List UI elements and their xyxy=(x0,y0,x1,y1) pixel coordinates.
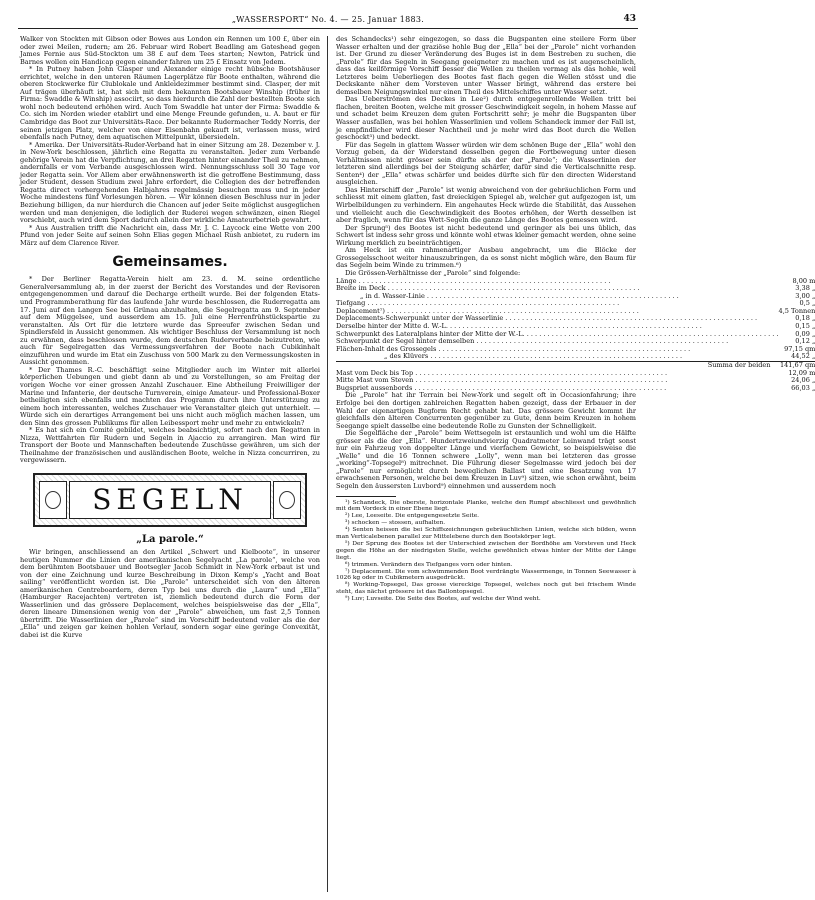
column-divider xyxy=(327,36,328,892)
footnote: ⁸) Working-Topsegel, Das grosse viereckige Topsegel, welches noch gut bei frischem Winde steht, das nächst grössere ist das Ballontopsegel. xyxy=(336,582,636,596)
table-row: Schwerpunkt des Lateralplans hinter der Mitte der W.-L. . . . 0,09 „ xyxy=(336,331,815,339)
paragraph-ueberstroemen: Das Ueberströmen des Deckes in Lee²) durch entgegenrollende Wellen tritt bei flachen, breiten Booten, welche mit grosser Geschwindigkeit segeln, in hohem Masse auf und schadet beim Kreuzen dem guten Fortschritt sehr; je mehr die Bugspanten über Wasser ausfallen, was bei hohlen Wasserlinien und vollem Schandeck immer der Fall ist, je empfindlicher wird dieser Nachtheil und je mehr wird das Boot durch die Wellen geschockt³) und bedeckt. xyxy=(336,95,636,142)
dimensions-table xyxy=(336,278,815,393)
segeln-banner xyxy=(33,473,307,527)
table-row: Breite im Deck . . . 3,38 „ xyxy=(336,285,815,293)
paragraph-australien: * Aus Australien trifft die Nachricht ein, dass Mr. J. C. Laycock eine Wette von 200 Pfund von jeder Seite auf seinen Sohn Elias gegen Michael Rush anbietet, zu rudern im März auf dem Clarence River. xyxy=(20,223,320,247)
paragraph-thames-rc: * Der Thames R.-C. beschäftigt seine Mitglieder auch im Winter mit allerlei körperlichen Uebungen und giebt dann ab und zu Vorstellungen, so am Freitag der vorigen Woche vor einer grossen Anzahl Zuschauer. Eine Abtheilung Freiwilliger der Marine und Infanterie, der deutsche Turnverein, einige Amateur- und Professional-Boxer betheiligten sich ebenfalls und machten das Programm durch ihre Unterstützung zu einem hoch interessanten, welches Zuschauer wie Veranstalter gleich gut unterhielt. — Würde sich ein derartiges Arrangement bei uns nicht auch möglich machen lassen, um den Sinn des grossen Publikums für allen Leibessport mehr und mehr zu entwickeln? xyxy=(20,365,320,427)
table-row: Derselbe hinter der Mitte d. W.-L. . . . 0,15 „ xyxy=(336,323,815,331)
paragraph-glattes-wasser: Für das Segeln in glattem Wasser würden wir dem schönen Buge der „Ella“ wohl den Vorzug geben, da der Widerstand desselben gegen die Fortbewegung unter diesen Verhältnissen nicht grösser sein dürfte als der der „Parole“; die Wasserlinien der letzteren sind allerdings bei der Steigung schärfer, dafür sind die Verticalschnitte resp. Senten⁴) der „Ella“ etwas schärfer und beides dürfte sich für den directen Widerstand ausgleichen. xyxy=(336,140,636,187)
table-row: Deplacements-Schwerpunkt unter der Wasserlinie . . . 0,18 „ xyxy=(336,315,815,323)
table-row: Länge . . . 8,00 m xyxy=(336,278,815,286)
footnote: ³) schocken — stossen, aufhalten. xyxy=(345,520,446,527)
paragraph-heck: Am Heck ist ein rahmenartiger Ausbau angebracht, um die Blöcke der Grossegelsschoot weiter hinauszubringen, da es sonst nicht möglich wäre, den Baum für das Segeln beim Winde zu trimmen.⁶) xyxy=(336,246,636,270)
table-row: „ in d. Wasser-Linie . . . 3,00 „ xyxy=(336,293,815,301)
ornament-right-icon xyxy=(273,481,301,519)
table-row-sum: Summa der beiden 141,67 qm xyxy=(707,361,815,370)
paragraph-amerika: * Amerika. Der Universitäts-Ruder-Verband hat in einer Sitzung am 28. Dezember v. J. in New-York beschlossen, jährlich eine Regatta zu veranstalten. Jeder zum Verbande gehörige Verein hat die Verpflichtung, an drei Regatten hinter einander Theil zu nehmen, andernfalls er vom Verbande ausgeschlossen wird. Nennungsschluss soll 30 Tage vor jeder Regatta sein. Vor Allem aber erwähnenswerth ist die getroffene Bestimmung, dass jeder Student, dessen Studium zwei Jahre erfordert, die Collegien des der betreffenden Regatta direct vorhergehenden Halbjahres regelmässig besuchen muss und in jeder Woche mindestens fünf Vorlesungen hören. — Wir können diesen Beschluss nur in jeder Beziehung billigen, da nur hierdurch die Chancen auf jeder Seite möglichst ausgeglichen werden und man denjenigen, die lediglich der Ruderei wegen schwänzen, einen Riegel vorschiebt, auch wird dem Sport dadurch allein der wirkliche Amateurbetrieb gewahrt. xyxy=(20,140,320,225)
banner-word: SEGELN xyxy=(92,483,248,517)
paragraph-segelflaeche: Die Segelfläche der „Parole“ beim Wettsegeln ist erstaunlich und wohl um die Hälfte grösser als die der „Ella“. Hundertzweiundvierzig Quadratmeter Leinwand trägt sonst nur ein Fahrzeug von doppelter Länge und vierfachem Gewicht, so beispielsweise die „Welle“ und die 16 Tonnen schwere „Lolly“, wenn man bei letzteren das grosse „working“-Topsegel⁸) mitrechnet. Die Führung dieser Segelmasse wird jedoch bei der „Parole“ nur ermöglicht durch beweglichen Ballast und eine Besatzung von 17 erwachsenen Personen, welche bei dem Kreuzen in Luv⁹) sitzen, wie schon erwähnt, beim Segeln den äussersten Luvbord⁹) einnehmen und ausserdem noch xyxy=(336,429,636,490)
table-row: Deplacement⁷) . . . 4,5 Tonnen xyxy=(336,308,815,316)
footnote: ⁵) Der Sprung des Bootes ist der Unterschied zwischen der Bordhöhe am Vorsteven und Heck gegen die Höhe an der niedrigsten Stelle, welche gewöhnlich etwas hinter der Mitte der Länge liegt. xyxy=(336,540,636,561)
article-title: „La parole.“ xyxy=(136,533,204,545)
table-row: Schwerpunkt der Segel hinter demselben . . . 0,12 „ xyxy=(336,338,815,346)
paragraph-la-parole-intro: Wir bringen, anschliessend an den Artikel „Schwert und Kielboote“, in unserer heutigen Nummer die Linien der amerikanischen Segelyacht „La parole“, welche von dem berühmten Bootsbauer und Bootsegler Jacob Schmidt in New-York erbaut ist und von der eine Zeichnung und kurze Beschreibung in Dixon Kemp's „Yacht and Boat sailing“ veröffentlicht worden ist. Die „Parole“ unterscheidet sich von den älteren amerikanischen Centreboardern, deren Typ bei uns durch die „Laura“ und „Ella“ (Hamburger Racejachten) vertreten ist, ziemlich bedeutend durch die Form der Wasserlinien und das grössere Deplacement, welches beispielsweise das der „Ella“, deren lineare Dimensionen wenig von der „Parole“ abweichen, um fast 2,5 Tonnen übertrifft. Die Wasserlinien der „Parole“ sind im Vorschiff bedeutend voller als die der „Ella“ und zeigen gar keinen hohlen Verlauf, sondern sogar eine geringe Convexität, dabei ist die Kurve xyxy=(20,547,320,639)
footnote: ⁷) Deplacement. Die vom schwimmenden Boot verdrängte Wassermenge, in Tonnen Seewasser à 1026 kg oder in Cubikmetern ausgedrückt. xyxy=(336,568,636,582)
table-row: „ des Klüvers . . . 44,52 „ xyxy=(336,353,815,361)
table-row: Bugspriet aussenbords . . . 66,03 „ xyxy=(336,385,815,393)
paragraph-comite: * Es hat sich ein Comité gebildet, welches beabsichtigt, sofort nach den Regatten in Nizza, Wettfahrten für Rudern und Segeln in Ajaccio zu arrangiren. Man wird für Transport der Boote und Mannschaften bedeutende Zuschüsse gewähren, um sich der Theilnahme der französischen und ausländischen Boote, welche in Nizza concurriren, zu vergewissern. xyxy=(20,426,320,465)
paragraph-putney: * In Putney haben John Clasper und Alexander einige recht hübsche Bootshäuser errichtet, welche in den unteren Räumen Lagerplätze für Boote enthalten, während die oberen Stockwerke für Clublokale und Ankleidezimmer bestimmt sind. Clasper, der mit Auf trägen überhäuft ist, hat sich mit dem bekannten Bootsbauer Winship (früher in Firma: Swaddle & Winship) associirt, so dass hierdurch die Zahl der bestellten Boote sich wohl noch bedeutend erhöhen wird. Auch Tom Swaddle hat unter der Firma: Swaddle & Co. sich im Norden wieder etablirt und eine Menge Freunde gefunden, u. A. baut er für Cambridge das Boot zur Universitäts-Race. Der bekannte Rudermacher Teddy Norris, der seinen jetzigen Platz, welcher von einer Eisenbahn gekauft ist, verlassen muss, wird ebenfalls nach Putney, dem aquatischen Mittelpunkt, übersiedeln. xyxy=(20,65,320,142)
paragraph-sprung: Der Sprung⁵) des Bootes ist nicht bedeutend und geringer als bei uns üblich, das Schwert ist indess sehr gross und könnte wohl etwas kleiner gemacht werden, ohne seine Wirkung merklich zu beeinträchtigen. xyxy=(336,223,636,247)
section-title-gemeinsames: Gemeinsames. xyxy=(112,254,228,271)
table-row: Flächen-Inhalt des Grossegels . . . 97,15 qm xyxy=(336,346,815,354)
paragraph-terrain: Die „Parole“ hat ihr Terrain bei New-York und segelt oft in Occasionfahrung; ihre Erfolge bei den dortigen zahlreichen Regatten haben gezeigt, dass der Erbauer in der Wahl der eigenartigen Bugform Recht gehabt hat. Das grössere Gewicht kommt ihr gleichfalls den älteren Concurrenten gegenüber zu Gute, denn beim Kreuzen in hohem Seegange spielt dasselbe eine bedeutende Rolle zu Gunsten der Schnelligkeit. xyxy=(336,391,636,430)
banner-inner xyxy=(69,481,271,519)
footnote: ¹) Schandeck, Die oberste, horizontale Planke, welche den Rumpf abschliesst und gewöhnlich mit dem Vordeck in einer Ebene liegt. xyxy=(336,499,636,513)
page-header xyxy=(18,14,638,29)
footnote-separator xyxy=(336,496,396,497)
right-column xyxy=(336,35,815,892)
footnote: ²) Lee, Leeseite. Die entgegengesetzte Seite. xyxy=(345,513,480,520)
paragraph-schandeck: des Schandecks¹) sehr eingezogen, so dass die Bugspanten eine steilere Form über Wasser erhalten und der graziöse hohle Bug der „Ella“ bei der „Parole“ nicht vorhanden ist. Der Grund zu dieser Veränderung des Buges ist in dem Bestreben zu suchen, die „Parole“ für das Segeln in Seegang geeigneter zu machen und es ist augenscheinlich, dass das keilförmige Vorschiff besser die Wellen zu theilen vermag als das hohle, weil Letzteres beim Ueberliegen des Bootes fast flach gegen die Wellen stösst und die Deckskante näher dem Vorsteven unter Wasser bringt, während das erstere bei demselben Neigungswinkel nur einen Theil des Mittelschiffes unter Wasser setzt. xyxy=(336,35,636,96)
footnote: ⁹) Luv; Luvseite. Die Seite des Bootes, auf welche der Wind weht. xyxy=(345,596,541,603)
paragraph-stockton: Walker von Stockten mit Gibson oder Bowes aus London ein Rennen um 100 £, über ein oder zwei Meilen, rudern; am 26. Februar wird Robert Beadling am Gateshead gegen James Fernie aus Süd-Stockton um 38 £ auf dem Tees starten; Newton, Patrick und Barnes wollen ein Handicap gegen einander fahren um 25 £ Einsatz von Jedem. xyxy=(20,35,320,66)
paragraph-berliner-regatta: * Der Berliner Regatta-Verein hielt am 23. d. M. seine ordentliche Generalversammlung ab, in der zuerst der Bericht des Vorstandes und der Revisoren entgegengenommen und darauf die Decharge ertheilt wurde. Bei der folgenden Etats- und Programmberathung für das laufende Jahr wurde beschlossen, die Ruderregatta am 17. Juni auf den Langen See bei Grünau abzuhalten, die Segelregatta am 9. September auf dem Müggelsee, und ausserdem am 15. Juli eine Herrenfrühstückspartie zu veranstalten. Als Ort für die letztere wurde das Spreeufer zwischen Sedan und Spindlersfeld in Aussicht genommen. Als wichtiger Beschluss der Versammlung ist noch zu erwähnen, dass beschlossen wurde, dem deutschen Ruderverbande beizutreten, wie auch für Segelregatten das Vermessungsverfahren der Boote nach Cubikinhalt einzuführen und wurde im Etat ein Zuschuss von 500 Mark zu den Vermessungskosten in Aussicht genommen. xyxy=(20,275,320,367)
table-row: Mitte Mast vom Steven . . . 24,06 „ xyxy=(336,377,815,385)
ornament-left-icon xyxy=(39,481,67,519)
page-number: 43 xyxy=(623,14,636,24)
table-row: Mast vom Deck bis Top . . . 12,09 m xyxy=(336,370,815,378)
dimensions-intro: Die Grössen-Verhältnisse der „Parole“ sind folgende: xyxy=(345,268,521,277)
table-row: Tiefgang . . . 0,5 „ xyxy=(336,300,815,308)
paragraph-hinterschiff: Das Hinterschiff der „Parole“ ist wenig abweichend von der gebräuchlichen Form und schliesst mit einem glatten, fast dreieckigen Spiegel ab, welcher gut aufgezogen ist, um Wirbelbildungen zu verhindern. Ein angehautes Heck würde die Stabilität, das Aussehen und vielleicht auch die Geschwindigkeit des Bootes erhöhen, der Werth desselben ist aber fraglich, wenn für das Wett-Segeln die ganze Länge des Bootes gemessen wird. xyxy=(336,185,636,225)
footnote: ⁶) trimmen. Verändern des Tiefganges vorn oder hinten. xyxy=(345,561,513,568)
left-column xyxy=(20,36,320,892)
header-title: „WASSERSPORT“ No. 4. — 25. Januar 1883. xyxy=(231,15,425,24)
footnote: ⁴) Senten heissen die bei Schiffszeichnungen gebräuchlichen Linien, welche sich bilden, wenn man Verticalebenen parallel zur Mittelebene durch den Bootskörper legt. xyxy=(336,527,636,541)
